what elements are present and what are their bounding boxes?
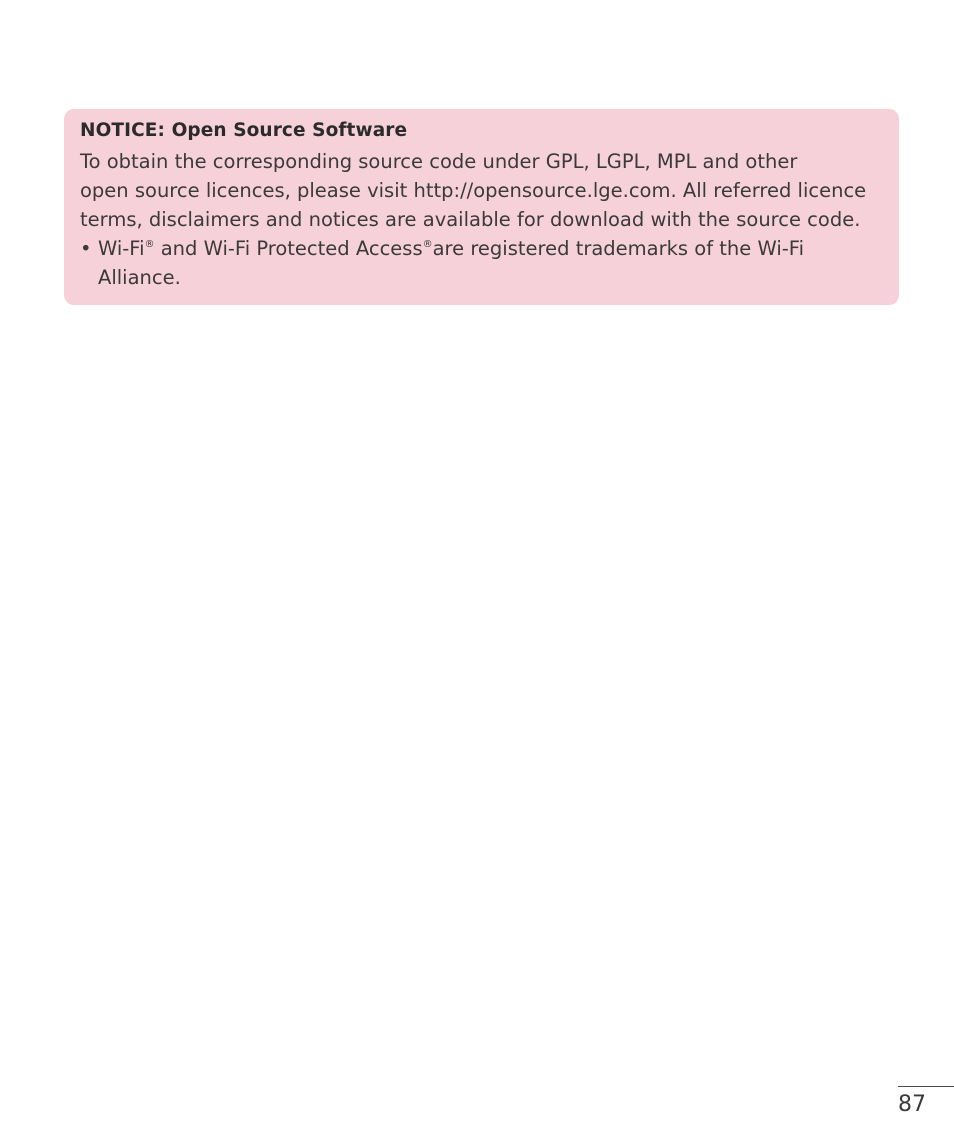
registered-mark: ® [144,239,155,250]
trademark-line-2: Alliance. [98,266,181,289]
notice-body-line: terms, disclaimers and notices are available for download with the source code. [80,208,861,231]
notice-box [64,109,899,305]
wifi-text: Wi-Fi [98,237,145,260]
registered-mark: ® [422,239,433,250]
page-number: 87 [898,1092,926,1117]
trademark-line-1 [98,234,883,263]
bullet-marker: • [80,237,92,260]
trademark-bullet [80,234,883,292]
notice-title: NOTICE: Open Source Software [80,120,408,141]
notice-body-line: To obtain the corresponding source code under GPL, LGPL, MPL and other [80,150,798,173]
trademark-statement-text: are registered trademarks of the Wi-Fi [432,237,805,260]
wifi-protected-access-text: and Wi-Fi Protected Access [154,237,423,260]
notice-body-line: open source licences, please visit http://opensource.lge.com. All referred licence [80,179,867,202]
footer-rule [898,1086,954,1087]
notice-body [80,147,883,234]
